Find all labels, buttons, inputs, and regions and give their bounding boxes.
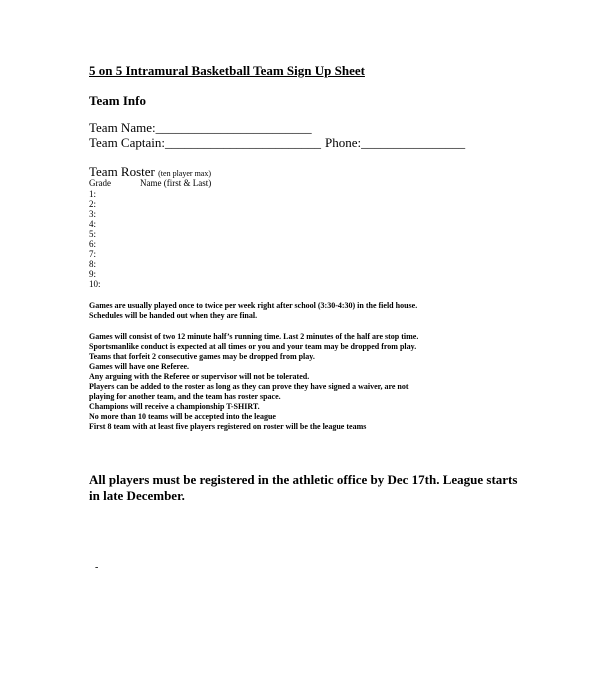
- stray-dash: -: [95, 562, 99, 573]
- roster-heading-label: Team Roster: [89, 164, 155, 179]
- rule-line-3: Teams that forfeit 2 consecutive games may be dropped from play.: [89, 352, 315, 361]
- rule-line-8: Champions will receive a championship T-SHIRT.: [89, 402, 260, 411]
- schedule-line-2: Schedules will be handed out when they are final.: [89, 311, 258, 320]
- roster-row-4: 4:: [89, 219, 97, 229]
- phone-field: Phone:________________: [325, 135, 466, 150]
- rule-line-9: No more than 10 teams will be accepted into the league: [89, 412, 276, 421]
- roster-row-8: 8:: [89, 259, 97, 269]
- roster-col-name: Name (first & Last): [140, 178, 212, 188]
- rule-line-7: playing for another team, and the team has roster space.: [89, 392, 281, 401]
- team-captain-field: Team Captain:________________________: [89, 135, 321, 150]
- rule-line-6: Players can be added to the roster as long as they can prove they have signed a waiver, are not: [89, 382, 409, 391]
- roster-row-6: 6:: [89, 239, 97, 249]
- roster-row-5: 5:: [89, 229, 97, 239]
- registration-notice: All players must be registered in the athletic office by Dec 17th. League starts in late December.: [89, 472, 518, 503]
- roster-note: (ten player max): [158, 169, 212, 178]
- roster-row-1: 1:: [89, 189, 97, 199]
- roster-row-2: 2:: [89, 199, 97, 209]
- rule-line-2: Sportsmanlike conduct is expected at all times or you and your team may be dropped from play.: [89, 342, 417, 351]
- rule-line-10: First 8 team with at least five players registered on roster will be the league teams: [89, 422, 367, 431]
- roster-row-9: 9:: [89, 269, 97, 279]
- roster-col-grade: Grade: [89, 178, 111, 188]
- page-title: 5 on 5 Intramural Basketball Team Sign Up Sheet: [89, 63, 365, 78]
- rule-line-5: Any arguing with the Referee or supervisor will not be tolerated.: [89, 372, 310, 381]
- team-info-heading: Team Info: [89, 93, 146, 108]
- rule-line-1: Games will consist of two 12 minute half’s running time. Last 2 minutes of the half are stop time.: [89, 332, 419, 341]
- team-name-field: Team Name:________________________: [89, 120, 312, 135]
- roster-row-10: 10:: [89, 279, 101, 289]
- schedule-line-1: Games are usually played once to twice per week right after school (3:30-4:30) in the field house.: [89, 301, 418, 310]
- roster-row-3: 3:: [89, 209, 97, 219]
- rule-line-4: Games will have one Referee.: [89, 362, 190, 371]
- roster-row-7: 7:: [89, 249, 97, 259]
